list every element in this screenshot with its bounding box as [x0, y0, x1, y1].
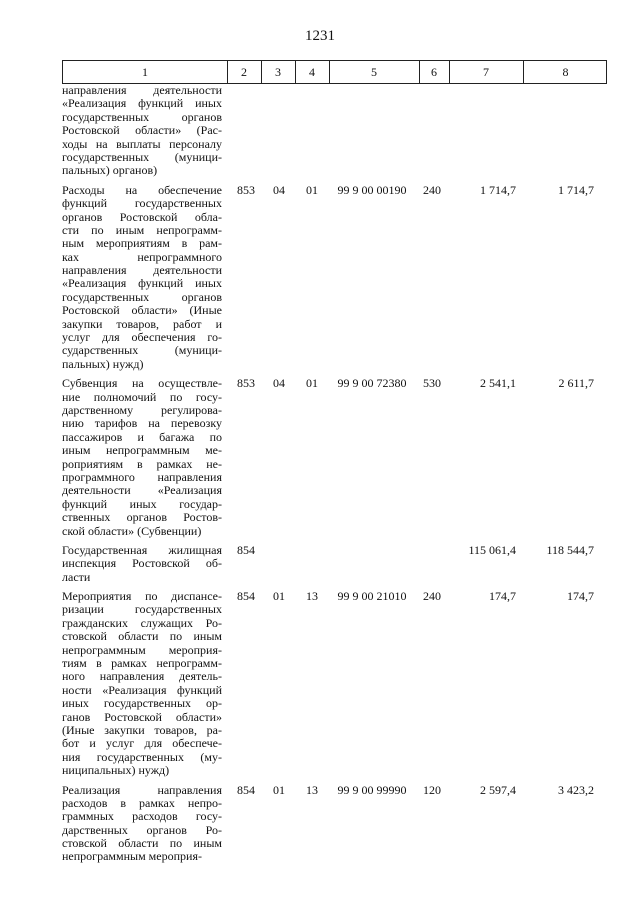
target-article-code: 99 9 00 00190	[337, 182, 407, 197]
subsection-code: 01	[306, 182, 318, 197]
description-line: Субвенция на осуществле-	[62, 376, 222, 391]
description-line: ходы на выплаты персоналу	[62, 136, 222, 151]
description-line: нию тарифов на перевозку	[62, 416, 222, 431]
amount-year-2: 2 611,7	[558, 376, 594, 391]
description-line: Ростовской области» (Иные	[62, 303, 222, 318]
expense-type-code: 240	[423, 589, 441, 604]
table-row	[62, 84, 607, 178]
amount-year-2: 174,7	[567, 589, 594, 604]
amount-year-2: 1 714,7	[558, 182, 594, 197]
description-line: (Иные закупки товаров, ра-	[62, 722, 222, 737]
description-line: дарственных органов Ро-	[62, 822, 222, 837]
header-col-1: 1	[142, 65, 148, 79]
header-col-3: 3	[275, 65, 281, 79]
description-line: функций иных государ-	[62, 496, 222, 511]
description-line: услуг для обеспечения го-	[62, 330, 222, 345]
description-line: стовской области по иным	[62, 629, 222, 644]
description-line: направления деятельности	[62, 83, 222, 97]
description-line: гражданских служащих Ро-	[62, 615, 222, 630]
section-code: 04	[273, 376, 285, 391]
table-header	[62, 60, 607, 84]
description-line: ственных органов Ростов-	[62, 510, 222, 525]
expense-type-code: 530	[423, 376, 441, 391]
subsection-code: 13	[306, 589, 318, 604]
description-line: ласти	[62, 569, 91, 584]
description-line: Реализация направления	[62, 782, 222, 797]
description-line: дарственному регулирова-	[62, 402, 222, 417]
description-line: государственных органов	[62, 289, 222, 304]
table-body	[62, 84, 607, 864]
description-line: иным непрограммным ме-	[62, 443, 222, 458]
description-line: программного направления	[62, 469, 222, 484]
amount-year-1: 115 061,4	[468, 542, 516, 557]
amount-year-1: 2 597,4	[480, 782, 516, 797]
target-article-code: 99 9 00 99990	[337, 782, 407, 797]
description-line: ние полномочий по госу-	[62, 389, 222, 404]
table-row	[62, 590, 607, 777]
description-line: ности «Реализация функций	[62, 682, 222, 697]
section-code: 01	[273, 782, 285, 797]
description-line: Ростовской области» (Рас-	[62, 123, 222, 138]
row-description	[62, 590, 222, 777]
header-col-6: 6	[431, 65, 437, 79]
ministry-code: 854	[237, 542, 255, 557]
row-description	[62, 544, 222, 584]
amount-year-2: 118 544,7	[546, 542, 594, 557]
amount-year-2: 3 423,2	[558, 782, 594, 797]
header-col-5: 5	[371, 65, 377, 79]
description-line: расходов в рамках непро-	[62, 795, 222, 810]
target-article-code: 99 9 00 21010	[337, 589, 407, 604]
table-row	[62, 784, 607, 864]
description-line: Государственная жилищная	[62, 542, 222, 557]
amount-year-1: 174,7	[489, 589, 516, 604]
ministry-code: 854	[237, 782, 255, 797]
expense-type-code: 120	[423, 782, 441, 797]
description-line: «Реализация функций иных	[62, 96, 222, 111]
section-code: 01	[273, 589, 285, 604]
description-line: инспекция Ростовской об-	[62, 556, 222, 571]
description-line: «Реализация функций иных	[62, 276, 222, 291]
subsection-code: 13	[306, 782, 318, 797]
description-line: закупки товаров, работ и	[62, 316, 222, 331]
row-description	[62, 184, 222, 371]
description-line: Расходы на обеспечение	[62, 182, 222, 197]
row-description	[62, 377, 222, 538]
amount-year-1: 1 714,7	[480, 182, 516, 197]
description-line: непрограммным мероприя-	[62, 642, 222, 657]
description-line: сударственных (муници-	[62, 343, 222, 358]
table-row	[62, 184, 607, 371]
amount-year-1: 2 541,1	[480, 376, 516, 391]
page-number: 1231	[305, 28, 335, 44]
description-line: сти по иным непрограмм-	[62, 222, 222, 237]
description-line: пальных) нужд)	[62, 356, 144, 371]
description-line: государственных (муници-	[62, 149, 222, 164]
description-line: роприятиям в рамках не-	[62, 456, 222, 471]
description-line: пассажиров и багажа по	[62, 429, 222, 444]
description-line: деятельности «Реализация	[62, 483, 222, 498]
ministry-code: 853	[237, 376, 255, 391]
description-line: пальных) органов)	[62, 163, 158, 178]
description-line: ния государственных (му-	[62, 749, 222, 764]
target-article-code: 99 9 00 72380	[337, 376, 407, 391]
header-col-8: 8	[562, 65, 569, 79]
budget-table	[62, 60, 607, 864]
description-line: непрограммным мероприя-	[62, 849, 202, 864]
description-line: государственных органов	[62, 109, 222, 124]
description-line: граммных расходов госу-	[62, 809, 222, 824]
description-line: ризации государственных	[62, 602, 222, 617]
ministry-code: 853	[237, 182, 255, 197]
ministry-code: 854	[237, 589, 255, 604]
expense-type-code: 240	[423, 182, 441, 197]
header-col-4: 4	[309, 65, 315, 79]
description-line: ниципальных) нужд)	[62, 763, 170, 778]
subsection-code: 01	[306, 376, 318, 391]
description-line: функций государственных	[62, 196, 222, 211]
description-line: Мероприятия по диспансе-	[62, 589, 222, 604]
description-line: ным мероприятиям в рам-	[62, 236, 222, 251]
table-row	[62, 544, 607, 584]
row-description	[62, 84, 222, 178]
section-code: 04	[273, 182, 285, 197]
header-col-7: 7	[483, 65, 489, 79]
description-line: стовской области по иным	[62, 836, 222, 851]
row-description	[62, 784, 222, 864]
description-line: направления деятельности	[62, 263, 222, 278]
description-line: ганов Ростовской области»	[62, 709, 222, 724]
description-line: ках непрограммного	[62, 249, 222, 264]
description-line: бот и услуг для обеспече-	[62, 736, 222, 751]
description-line: ской области» (Субвенции)	[62, 523, 202, 538]
table-row	[62, 377, 607, 538]
description-line: иных государственных ор-	[62, 696, 222, 711]
description-line: органов Ростовской обла-	[62, 209, 222, 224]
header-col-2: 2	[241, 65, 247, 79]
description-line: тиям в рамках непрограмм-	[62, 656, 222, 671]
description-line: ного направления деятель-	[62, 669, 222, 684]
